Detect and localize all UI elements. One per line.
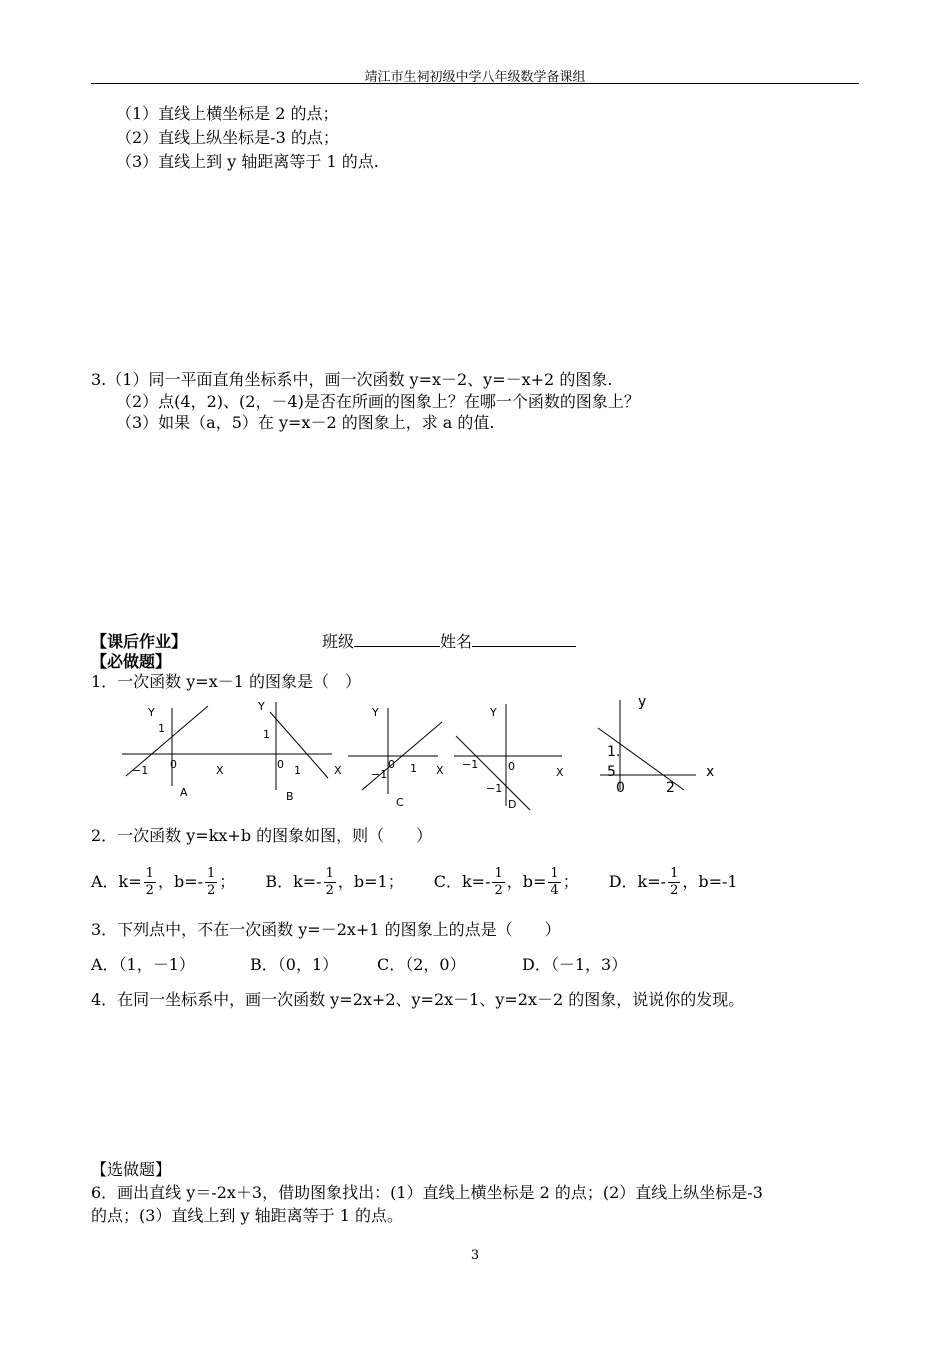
graph-e-one-label: 1. — [607, 744, 621, 760]
graph-b-one-label: 1 — [263, 728, 270, 741]
graph-d-neg1-label: −1 — [462, 758, 479, 771]
hq2-option-d — [609, 866, 738, 899]
name-blank — [472, 632, 576, 647]
graph-e — [598, 694, 714, 796]
hq2-d-prefix: D．k=- — [608, 871, 667, 891]
hq2-c-mid: ，b= — [506, 871, 547, 891]
numerator: 1 — [325, 865, 334, 881]
graph-d — [454, 704, 564, 811]
fraction — [548, 866, 560, 899]
hq2-a-mid: ，b=- — [157, 871, 204, 891]
hq3-option-b: B．（0，1） — [250, 955, 339, 974]
denominator: 2 — [670, 882, 679, 898]
class-label: 班级 — [322, 632, 355, 651]
graph-a-letter: A — [180, 786, 188, 799]
hq2-option-a — [91, 866, 235, 899]
numerator: 1 — [670, 865, 679, 881]
graph-c-origin-label: 0 — [388, 758, 395, 771]
optional-section-title: 【选做题】 — [91, 1160, 172, 1179]
graph-e-y-label: y — [638, 694, 647, 710]
denominator: 2 — [494, 882, 503, 898]
graph-d-origin-label: 0 — [508, 760, 515, 773]
homework-title: 【课后作业】 — [91, 632, 188, 651]
graph-c-one-label: 1 — [410, 762, 417, 775]
hq2-option-c — [434, 866, 579, 899]
hq2-b-prefix: B．k=- — [265, 871, 322, 891]
q3-item-2: （2）点(4，2)、(2，－4)是否在所画的图象上？在哪一个函数的图象上？ — [116, 392, 640, 411]
graph-c-neg1-label: −1 — [371, 768, 388, 781]
graph-b — [240, 700, 342, 803]
hq3-option-a: A．（1，－1） — [91, 955, 195, 974]
hq4-text: 4．在同一坐标系中，画一次函数 y=2x+2、y=2x－1、y=2x－2 的图象，说说你的发现。 — [91, 990, 745, 1009]
numerator: 1 — [550, 865, 559, 881]
fraction — [144, 866, 156, 899]
fraction — [205, 866, 217, 899]
graph-a-origin-label: 0 — [170, 758, 177, 771]
hq6-line-2: 的点；(3）直线上到 y 轴距离等于 1 的点。 — [91, 1206, 403, 1225]
hq2-a-prefix: A．k= — [91, 871, 142, 891]
graph-a-one-label: 1 — [158, 722, 165, 735]
graph-e-origin-label: 0 — [616, 780, 625, 796]
hq2-c-end: ； — [562, 871, 579, 891]
numerator: 1 — [494, 865, 503, 881]
name-label: 姓名 — [440, 632, 473, 651]
part2-item-1: （1）直线上横坐标是 2 的点； — [116, 104, 339, 123]
graph-d-neg1-y-label: −1 — [486, 782, 503, 795]
denominator: 2 — [207, 882, 216, 898]
numerator: 1 — [207, 865, 216, 881]
graph-a-x-label: X — [216, 764, 224, 777]
graph-b-one-x-label: 1 — [294, 764, 301, 777]
fraction — [324, 866, 336, 899]
graph-b-letter: B — [286, 790, 294, 803]
graph-c — [348, 706, 444, 809]
hq2-d-end: ，b=-1 — [682, 871, 738, 891]
graph-c-x-label: X — [436, 764, 444, 777]
graph-b-x-label: X — [334, 764, 342, 777]
hq3-text: 3．下列点中，不在一次函数 y=－2x+1 的图象上的点是（ ） — [91, 920, 561, 939]
graph-a — [122, 706, 242, 799]
graph-c-y-label: Y — [372, 706, 379, 719]
graph-b-origin-label: 0 — [277, 758, 284, 771]
page-number: 3 — [470, 1248, 480, 1263]
q3-item-3: （3）如果（a，5）在 y=x－2 的图象上，求 a 的值. — [116, 413, 495, 432]
class-field — [322, 632, 576, 652]
hq2-b-end: ，b=1； — [337, 871, 404, 891]
graph-c-letter: C — [396, 796, 404, 809]
hq3-option-d: D．（－1，3） — [522, 955, 628, 974]
graph-e-two-label: 2 — [666, 780, 675, 796]
denominator: 2 — [325, 882, 334, 898]
hq3-option-c: C．（2，0） — [377, 955, 466, 974]
hq2-text: 2．一次函数 y=kx+b 的图象如图，则（ ） — [91, 826, 433, 845]
denominator: 2 — [145, 882, 154, 898]
graph-d-x-label: X — [556, 766, 564, 779]
part2-item-3: （3）直线上到 y 轴距离等于 1 的点. — [116, 152, 379, 171]
class-blank — [354, 632, 440, 647]
page-header: 靖江市生祠初级中学八年级数学备课组 — [364, 70, 586, 85]
fraction — [668, 866, 680, 899]
hq1-text: 1．一次函数 y=x－1 的图象是（ ） — [91, 672, 362, 691]
graph-b-y-label: Y — [258, 700, 265, 713]
q3-item-1: 3.（1）同一平面直角坐标系中，画一次函数 y=x－2、y=－x+2 的图象. — [91, 370, 613, 389]
required-section-title: 【必做题】 — [91, 652, 172, 671]
hq2-options — [91, 860, 738, 904]
hq6-line-1: 6．画出直线 y＝-2x＋3，借助图象找出：(1）直线上横坐标是 2 的点；(2）直线上纵坐标是-3 — [91, 1183, 763, 1202]
hq2-c-prefix: C．k=- — [433, 871, 491, 891]
hq1-graphs — [90, 686, 730, 816]
graph-a-neg1-label: −1 — [132, 764, 149, 777]
numerator: 1 — [145, 865, 154, 881]
graph-d-letter: D — [508, 798, 517, 811]
denominator: 4 — [550, 882, 559, 898]
hq2-option-b — [265, 866, 403, 899]
graph-e-five-label: 5 — [607, 764, 616, 780]
graph-d-line — [456, 736, 530, 810]
hq2-a-end: ； — [219, 871, 236, 891]
header-rule — [91, 83, 859, 84]
graph-e-x-label: x — [706, 764, 715, 780]
fraction — [492, 866, 504, 899]
graph-a-y-label: Y — [148, 706, 155, 719]
part2-item-2: （2）直线上纵坐标是-3 的点； — [116, 128, 339, 147]
graph-d-y-label: Y — [490, 706, 497, 719]
